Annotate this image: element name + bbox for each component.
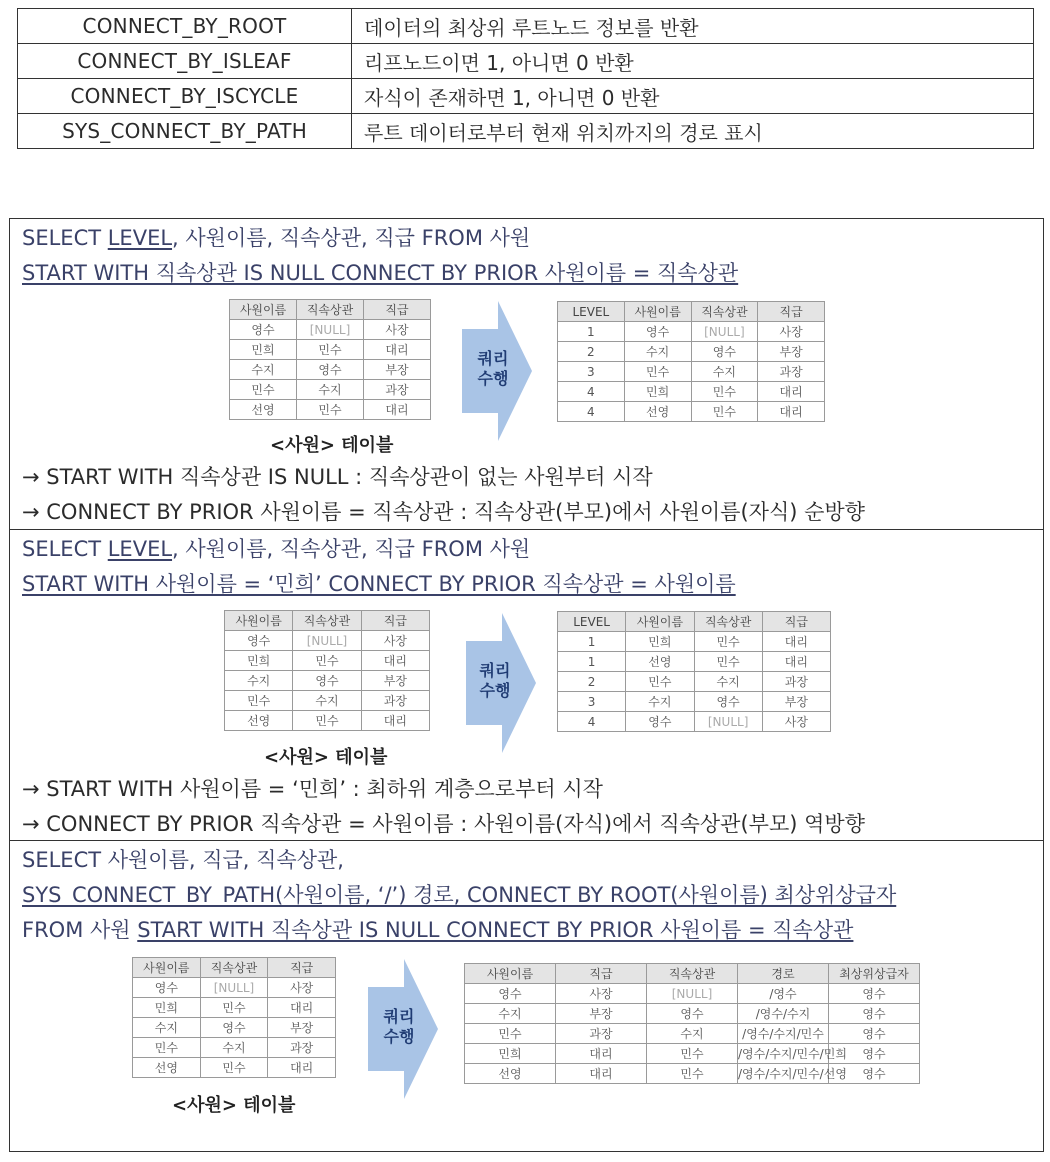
table-cell: 부장: [762, 692, 830, 712]
table-cell: 영수: [829, 1024, 920, 1044]
table-cell: 1: [558, 632, 626, 652]
table-cell: 과장: [364, 380, 431, 400]
table-cell: 민수: [133, 1038, 201, 1058]
table-cell: 민수: [293, 711, 361, 731]
table-cell: 민수: [465, 1024, 556, 1044]
table-row: [558, 672, 831, 692]
table-row: [133, 1058, 336, 1078]
note-line-1: → START WITH 직속상관 IS NULL : 직속상관이 없는 사원부터 시작: [22, 465, 653, 489]
table-cell: 민수: [200, 1058, 268, 1078]
table-cell: 민희: [465, 1044, 556, 1064]
table-cell: 영수: [200, 1018, 268, 1038]
table-cell: 사장: [364, 320, 431, 340]
table-cell: 민희: [133, 998, 201, 1018]
function-description: 데이터의 최상위 루트노드 정보를 반환: [352, 9, 1034, 44]
table-cell: 민수: [293, 651, 361, 671]
table-cell: 수지: [624, 342, 691, 362]
table-row: [230, 360, 431, 380]
query-run-label: [379, 1007, 419, 1047]
sql-line-2: START WITH 직속상관 IS NULL CONNECT BY PRIOR 사원이름 = 직속상관: [22, 261, 739, 285]
table-cell: 대리: [364, 400, 431, 420]
table-cell: [NULL]: [297, 320, 364, 340]
table-row: [230, 340, 431, 360]
example-section-reverse: [10, 529, 1043, 841]
note-line-1: → START WITH 사원이름 = ‘민희’ : 최하위 계층으로부터 시작: [22, 777, 603, 801]
column-header: 직속상관: [694, 612, 762, 632]
function-description: 루트 데이터로부터 현재 위치까지의 경로 표시: [352, 114, 1034, 149]
table-row: [133, 998, 336, 1018]
table-cell: 영수: [829, 1064, 920, 1084]
table-cell: 영수: [293, 671, 361, 691]
column-header: 사원이름: [624, 302, 691, 322]
table-cell: 영수: [694, 692, 762, 712]
table-row: [230, 400, 431, 420]
table-cell: 대리: [268, 1058, 336, 1078]
table-cell: 영수: [626, 712, 694, 732]
table-row: [133, 1018, 336, 1038]
table-row: [465, 984, 920, 1004]
table-cell: 대리: [361, 651, 429, 671]
function-name: CONNECT_BY_ISLEAF: [18, 44, 352, 79]
source-table: [132, 957, 336, 1078]
table-cell: 민수: [691, 382, 758, 402]
sql-line-1: SELECT 사원이름, 직급, 직속상관,: [22, 848, 344, 872]
table-row: [558, 382, 825, 402]
table-cell: 1: [558, 322, 625, 342]
table-cell: 민수: [694, 632, 762, 652]
table-cell: 민수: [297, 400, 364, 420]
table-header-row: [558, 302, 825, 322]
table-cell: 민희: [230, 340, 297, 360]
sql-line-1: SELECT LEVEL, 사원이름, 직속상관, 직급 FROM 사원: [22, 537, 531, 561]
table-cell: /영수: [738, 984, 829, 1004]
table-cell: 영수: [829, 1004, 920, 1024]
table-cell: 영수: [133, 978, 201, 998]
table-cell: 1: [558, 652, 626, 672]
table-row: [18, 79, 1034, 114]
table-cell: 수지: [293, 691, 361, 711]
example-section-path: [10, 840, 1043, 1151]
table-cell: 과장: [556, 1024, 647, 1044]
table-cell: 3: [558, 692, 626, 712]
table-row: [133, 1038, 336, 1058]
table-cell: 과장: [758, 362, 825, 382]
table-cell: 대리: [364, 340, 431, 360]
table-cell: 영수: [297, 360, 364, 380]
column-header: 직속상관: [691, 302, 758, 322]
table-cell: 대리: [762, 652, 830, 672]
table-row: [18, 9, 1034, 44]
table-cell: 선영: [465, 1064, 556, 1084]
table-cell: 수지: [647, 1024, 738, 1044]
table-cell: 사장: [556, 984, 647, 1004]
table-row: [465, 1024, 920, 1044]
table-cell: /영수/수지/민수/선영: [738, 1064, 829, 1084]
function-description: 자식이 존재하면 1, 아니면 0 반환: [352, 79, 1034, 114]
table-cell: 영수: [647, 1004, 738, 1024]
table-cell: 부장: [556, 1004, 647, 1024]
sql-line-2: SYS_CONNECT_BY_PATH(사원이름, ‘/’) 경로, CONNECT BY ROOT(사원이름) 최상위상급자: [22, 883, 897, 907]
table-cell: 수지: [225, 671, 293, 691]
table-cell: 대리: [268, 998, 336, 1018]
table-cell: 수지: [691, 362, 758, 382]
table-cell: 수지: [626, 692, 694, 712]
table-cell: 민희: [626, 632, 694, 652]
table-header-row: [465, 964, 920, 984]
table-cell: 수지: [133, 1018, 201, 1038]
table-cell: 과장: [361, 691, 429, 711]
table-cell: 민수: [647, 1044, 738, 1064]
table-cell: 수지: [230, 360, 297, 380]
table-cell: [NULL]: [691, 322, 758, 342]
table-cell: 민희: [624, 382, 691, 402]
table-cell: 선영: [626, 652, 694, 672]
function-reference-table: [17, 8, 1034, 149]
source-table: [229, 299, 431, 420]
table-row: [465, 1004, 920, 1024]
table-row: [558, 342, 825, 362]
table-cell: 민수: [200, 998, 268, 1018]
column-header: LEVEL: [558, 302, 625, 322]
column-header: 직급: [361, 611, 429, 631]
table-cell: 수지: [297, 380, 364, 400]
table-cell: 과장: [268, 1038, 336, 1058]
table-header-row: [225, 611, 430, 631]
result-table: [557, 611, 831, 732]
query-run-label: [475, 661, 515, 701]
table-row: [230, 320, 431, 340]
column-header: 직급: [556, 964, 647, 984]
table-cell: 4: [558, 402, 625, 422]
table-row: [225, 711, 430, 731]
table-cell: 부장: [268, 1018, 336, 1038]
source-table-caption: <사원> 테이블: [264, 747, 388, 768]
table-row: [465, 1064, 920, 1084]
table-cell: 선영: [225, 711, 293, 731]
result-table: [464, 963, 920, 1084]
table-row: [230, 380, 431, 400]
table-cell: 부장: [361, 671, 429, 691]
table-cell: 민수: [230, 380, 297, 400]
function-description: 리프노드이면 1, 아니면 0 반환: [352, 44, 1034, 79]
table-cell: 4: [558, 712, 626, 732]
table-cell: 대리: [556, 1044, 647, 1064]
table-cell: [NULL]: [293, 631, 361, 651]
column-header: 직급: [364, 300, 431, 320]
function-name: SYS_CONNECT_BY_PATH: [18, 114, 352, 149]
query-run-text: 쿼리 수행: [383, 1007, 415, 1046]
column-header: 직속상관: [297, 300, 364, 320]
table-cell: 사장: [758, 322, 825, 342]
table-cell: 민수: [694, 652, 762, 672]
table-cell: 영수: [230, 320, 297, 340]
table-cell: 선영: [230, 400, 297, 420]
table-cell: 수지: [200, 1038, 268, 1058]
source-table: [224, 610, 430, 731]
table-cell: 부장: [758, 342, 825, 362]
sql-line-2: START WITH 사원이름 = ‘민희’ CONNECT BY PRIOR 직속상관 = 사원이름: [22, 572, 736, 596]
table-cell: 부장: [364, 360, 431, 380]
column-header: 최상위상급자: [829, 964, 920, 984]
column-header: 직급: [268, 958, 336, 978]
table-row: [133, 978, 336, 998]
column-header: 직속상관: [200, 958, 268, 978]
table-cell: 사장: [268, 978, 336, 998]
column-header: 사원이름: [225, 611, 293, 631]
column-header: LEVEL: [558, 612, 626, 632]
table-cell: 민수: [624, 362, 691, 382]
result-table: [557, 301, 825, 422]
column-header: 직속상관: [647, 964, 738, 984]
table-cell: 민수: [647, 1064, 738, 1084]
table-cell: 선영: [624, 402, 691, 422]
table-cell: 3: [558, 362, 625, 382]
table-row: [558, 322, 825, 342]
table-cell: 2: [558, 342, 625, 362]
column-header: 사원이름: [230, 300, 297, 320]
table-row: [558, 712, 831, 732]
table-cell: 영수: [829, 984, 920, 1004]
table-cell: 대리: [762, 632, 830, 652]
table-cell: /영수/수지/민수: [738, 1024, 829, 1044]
function-name: CONNECT_BY_ISCYCLE: [18, 79, 352, 114]
table-cell: 수지: [694, 672, 762, 692]
table-row: [465, 1044, 920, 1064]
table-cell: 영수: [465, 984, 556, 1004]
example-panel: [9, 218, 1044, 1152]
table-header-row: [558, 612, 831, 632]
sql-line-1: SELECT LEVEL, 사원이름, 직속상관, 직급 FROM 사원: [22, 226, 531, 250]
table-cell: 과장: [762, 672, 830, 692]
table-row: [558, 402, 825, 422]
table-row: [18, 114, 1034, 149]
column-header: 사원이름: [626, 612, 694, 632]
column-header: 사원이름: [465, 964, 556, 984]
table-cell: 민수: [225, 691, 293, 711]
query-run-text: 쿼리 수행: [477, 349, 509, 388]
query-run-label: [473, 349, 513, 389]
table-cell: 민희: [225, 651, 293, 671]
query-run-text: 쿼리 수행: [479, 661, 511, 700]
function-name: CONNECT_BY_ROOT: [18, 9, 352, 44]
table-cell: [NULL]: [200, 978, 268, 998]
table-header-row: [230, 300, 431, 320]
table-row: [225, 691, 430, 711]
table-cell: 민수: [297, 340, 364, 360]
table-cell: 수지: [465, 1004, 556, 1024]
column-header: 경로: [738, 964, 829, 984]
example-section-forward: [10, 219, 1043, 529]
table-row: [18, 44, 1034, 79]
note-line-2: → CONNECT BY PRIOR 사원이름 = 직속상관 : 직속상관(부모)에서 사원이름(자식) 순방향: [22, 500, 865, 524]
table-cell: 민수: [691, 402, 758, 422]
column-header: 직속상관: [293, 611, 361, 631]
table-cell: 대리: [758, 382, 825, 402]
table-cell: [NULL]: [694, 712, 762, 732]
table-cell: 대리: [758, 402, 825, 422]
table-row: [558, 652, 831, 672]
sql-line-3: FROM 사원 START WITH 직속상관 IS NULL CONNECT BY PRIOR 사원이름 = 직속상관: [22, 918, 854, 942]
table-cell: 민수: [626, 672, 694, 692]
table-cell: 2: [558, 672, 626, 692]
table-cell: 사장: [762, 712, 830, 732]
table-cell: 영수: [624, 322, 691, 342]
table-row: [225, 671, 430, 691]
source-table-caption: <사원> 테이블: [172, 1095, 296, 1116]
table-row: [225, 651, 430, 671]
table-row: [558, 362, 825, 382]
table-cell: 영수: [691, 342, 758, 362]
table-header-row: [133, 958, 336, 978]
source-table-caption: <사원> 테이블: [270, 435, 394, 456]
table-cell: 영수: [829, 1044, 920, 1064]
table-cell: 대리: [361, 711, 429, 731]
table-cell: 사장: [361, 631, 429, 651]
table-cell: 대리: [556, 1064, 647, 1084]
table-cell: /영수/수지/민수/민희: [738, 1044, 829, 1064]
table-cell: 4: [558, 382, 625, 402]
column-header: 직급: [758, 302, 825, 322]
table-cell: 영수: [225, 631, 293, 651]
note-line-2: → CONNECT BY PRIOR 직속상관 = 사원이름 : 사원이름(자식)에서 직속상관(부모) 역방향: [22, 812, 865, 836]
table-cell: [NULL]: [647, 984, 738, 1004]
table-row: [558, 632, 831, 652]
column-header: 직급: [762, 612, 830, 632]
table-row: [558, 692, 831, 712]
table-cell: /영수/수지: [738, 1004, 829, 1024]
table-cell: 선영: [133, 1058, 201, 1078]
column-header: 사원이름: [133, 958, 201, 978]
table-row: [225, 631, 430, 651]
